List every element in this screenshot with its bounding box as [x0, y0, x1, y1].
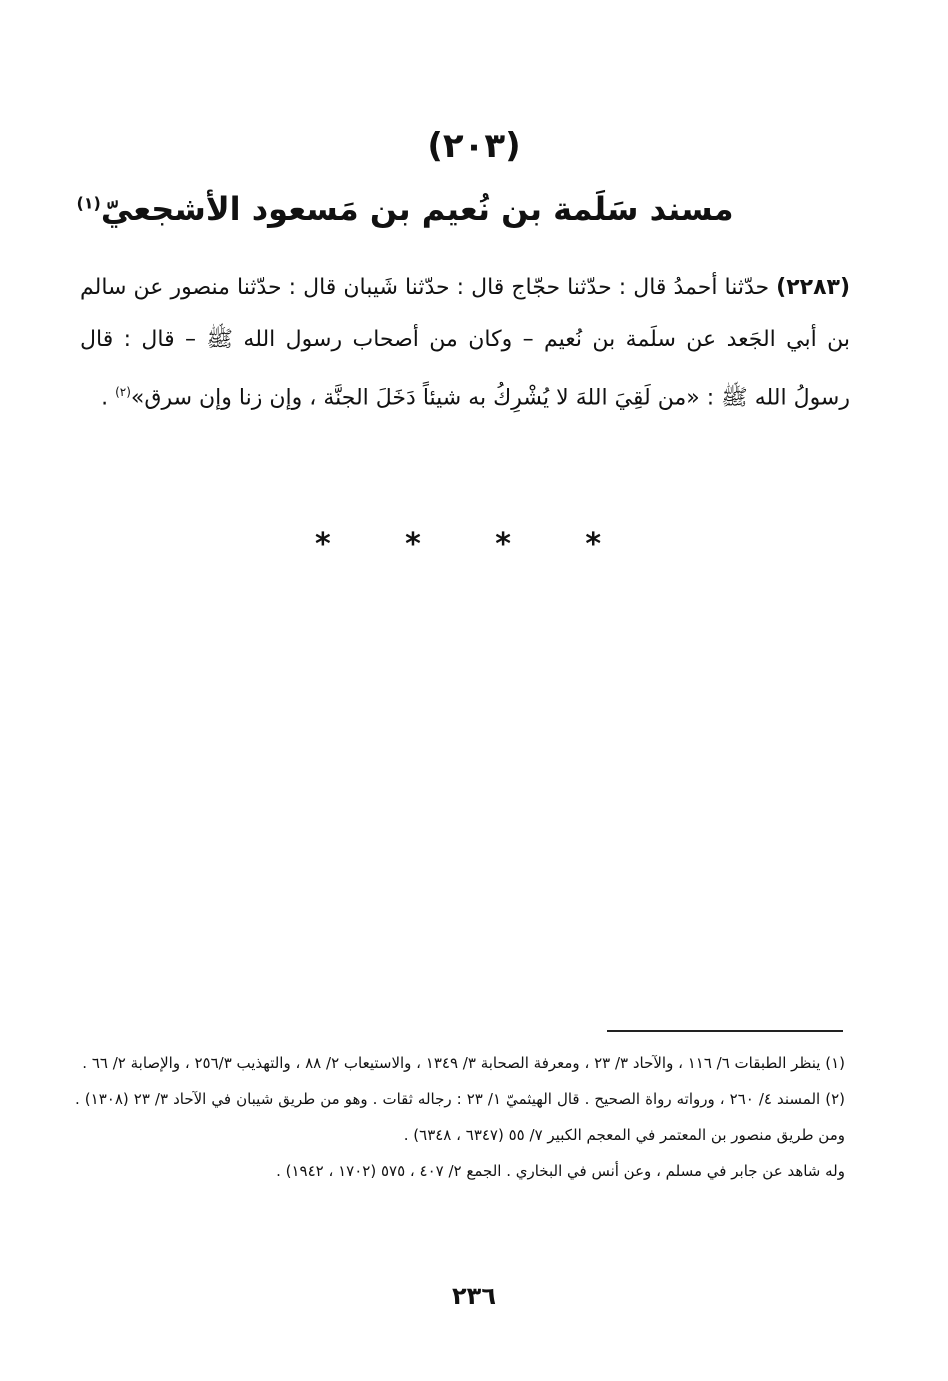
- chapter-title-text: مسند سَلَمة بن نُعيم بن مَسعود الأشجعيّ: [100, 190, 734, 228]
- footnote-2-continued: وله شاهد عن جابر في مسلم ، وعن أنس في البخاري . الجمع ٢/ ٤٠٧ ، ٥٧٥ (١٧٠٢ ، ١٩٤٢) .: [276, 1162, 845, 1180]
- hadith-paragraph: [80, 262, 850, 424]
- chapter-number: (٢٠٣): [427, 126, 521, 166]
- hadith-end: .: [101, 385, 116, 411]
- hadith-text: حدّثنا أحمدُ قال : حدّثنا حجّاج قال : حدّثنا شَيبان قال : حدّثنا منصور عن سالم بن أبي الجَعد عن سلَمة بن نُعيم – وكان من أصحاب رسول الله ﷺ – قال : قال رسولُ الله ﷺ : «من لَقِيَ اللهَ لا يُشْرِكُ به شيئاً دَخَلَ الجنَّة ، وإن زنا وإن سرق»: [80, 275, 850, 411]
- footnote-1: (١) ينظر الطبقات ٦/ ١١٦ ، والآحاد ٣/ ٢٣ ، ومعرفة الصحابة ٣/ ١٣٤٩ ، والاستيعاب ٢/ ٨٨ ، والتهذيب ٢٥٦/٣ ، والإصابة ٢/ ٦٦ .: [82, 1054, 845, 1072]
- hadith-number: (٢٢٨٣): [776, 275, 850, 300]
- footnotes: [75, 1045, 845, 1189]
- footnote-divider: [607, 1030, 843, 1032]
- footnote-2: (٢) المسند ٤/ ٢٦٠ ، ورواته رواة الصحيح . قال الهيثميّ ١/ ٢٣ : رجاله ثقات . وهو من طريق شيبان في الآحاد ٣/ ٢٣ (١٣٠٨) . ومن طريق منصور بن المعتمر في المعجم الكبير ٧/ ٥٥ (٦٣٤٧ ، ٦٣٤٨) .: [75, 1090, 846, 1144]
- chapter-title-footnote-ref[interactable]: (١): [76, 193, 101, 213]
- page-number: ٢٣٦: [452, 1282, 496, 1310]
- hadith-footnote-ref[interactable]: (٢): [115, 385, 131, 399]
- chapter-title: [60, 190, 750, 228]
- section-separator: * * * *: [314, 527, 634, 562]
